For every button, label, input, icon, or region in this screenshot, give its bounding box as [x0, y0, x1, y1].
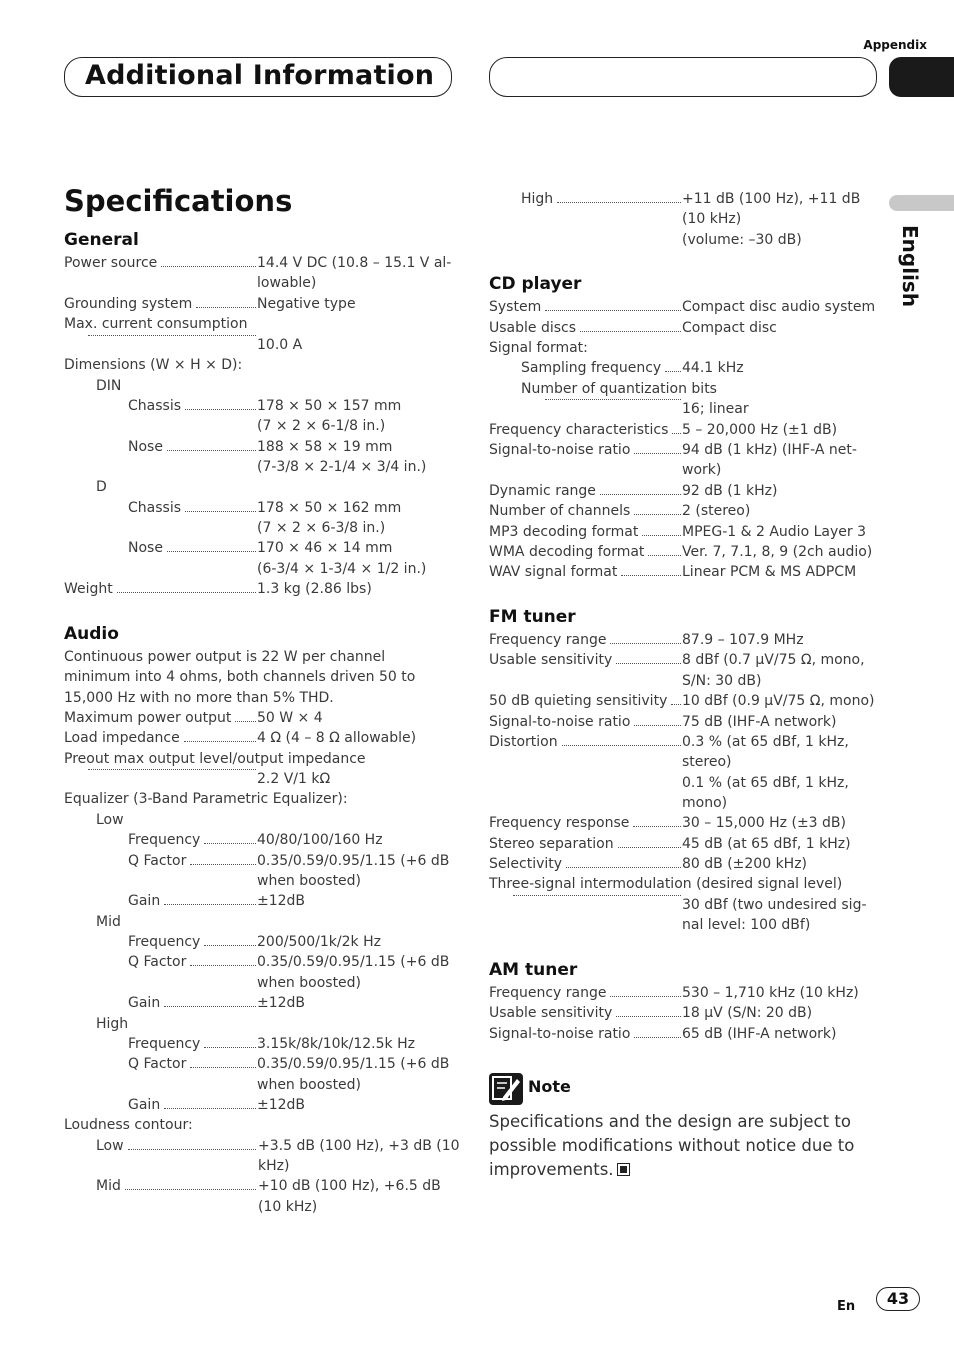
- spec-value: lowable): [257, 275, 317, 291]
- spec-value: Compact disc: [682, 320, 777, 336]
- page-title: Specifications: [64, 184, 293, 218]
- dot-leader: [616, 1016, 681, 1017]
- spec-value: 10.0 A: [257, 337, 303, 353]
- note-text: [489, 1110, 879, 1182]
- spec-value: (7-3/8 × 2-1/4 × 3/4 in.): [257, 459, 427, 475]
- spec-value: +11 dB (100 Hz), +11 dB: [682, 191, 861, 207]
- spec-value: nal level: 100 dBf): [682, 917, 811, 933]
- spec-value: (10 kHz): [258, 1199, 318, 1215]
- spec-label: Chassis: [128, 500, 181, 516]
- spec-value: 8 dBf (0.7 µV/75 Ω, mono,: [682, 652, 865, 668]
- dot-leader: [580, 331, 681, 332]
- spec-label: High: [521, 191, 554, 207]
- section-heading: General: [64, 230, 139, 250]
- dot-leader: [204, 843, 256, 844]
- spec-value: 2.2 V/1 kΩ: [257, 771, 331, 787]
- header-black-tab: [889, 57, 954, 97]
- spec-value: Linear PCM & MS ADPCM: [682, 564, 857, 580]
- language-tab-label: English: [898, 225, 922, 308]
- spec-label: Max. current consumption: [64, 316, 248, 332]
- spec-value: work): [682, 462, 722, 478]
- dot-leader: [117, 592, 256, 593]
- section-heading: Audio: [64, 624, 119, 644]
- spec-label: Frequency: [128, 832, 201, 848]
- spec-label: Chassis: [128, 398, 181, 414]
- spec-value: 45 dB (at 65 dBf, 1 kHz): [682, 836, 851, 852]
- spec-value: 18 µV (S/N: 20 dB): [682, 1005, 813, 1021]
- dot-leader: [125, 1189, 256, 1190]
- spec-label: Maximum power output: [64, 710, 232, 726]
- spec-label: WAV signal format: [489, 564, 618, 580]
- dot-leader: [513, 895, 681, 896]
- dot-leader: [616, 663, 681, 664]
- section-heading: CD player: [489, 274, 582, 294]
- spec-value: 92 dB (1 kHz): [682, 483, 778, 499]
- spec-label: Gain: [128, 1097, 161, 1113]
- spec-value: (7 × 2 × 6-1/8 in.): [257, 418, 386, 434]
- spec-label: Dynamic range: [489, 483, 596, 499]
- spec-label: Signal format:: [489, 340, 588, 356]
- spec-label: Q Factor: [128, 1056, 187, 1072]
- dot-leader: [164, 1108, 256, 1109]
- dot-leader: [164, 904, 256, 905]
- spec-value: (volume: –30 dB): [682, 232, 802, 248]
- spec-label: Number of quantization bits: [521, 381, 717, 397]
- spec-value: (10 kHz): [682, 211, 742, 227]
- spec-value: when boosted): [257, 873, 362, 889]
- spec-label: Low: [96, 812, 124, 828]
- dot-leader: [621, 575, 681, 576]
- note-body: Specifications and the design are subject to possible modifications without notice due to improvements.: [489, 1112, 855, 1179]
- spec-value: 40/80/100/160 Hz: [257, 832, 383, 848]
- spec-label: Grounding system: [64, 296, 193, 312]
- dot-leader: [642, 535, 681, 536]
- spec-label: Selectivity: [489, 856, 563, 872]
- header-empty-box: [489, 57, 877, 97]
- spec-label: Loudness contour:: [64, 1117, 193, 1133]
- dot-leader: [164, 1006, 256, 1007]
- spec-label: Frequency range: [489, 632, 607, 648]
- spec-label: Frequency: [128, 934, 201, 950]
- spec-value: 4 Ω (4 – 8 Ω allowable): [257, 730, 417, 746]
- spec-label: Q Factor: [128, 954, 187, 970]
- section-label: Appendix: [863, 38, 927, 52]
- spec-label: Equalizer (3-Band Parametric Equalizer):: [64, 791, 348, 807]
- language-tab: [893, 225, 933, 308]
- spec-label: Sampling frequency: [521, 360, 662, 376]
- dot-leader: [204, 945, 256, 946]
- dot-leader: [128, 1149, 256, 1150]
- spec-label: Q Factor: [128, 853, 187, 869]
- spec-label: Frequency characteristics: [489, 422, 669, 438]
- dot-leader: [634, 514, 681, 515]
- spec-label: Three-signal intermodulation (desired signal level): [489, 876, 843, 892]
- spec-value: 188 × 58 × 19 mm: [257, 439, 393, 455]
- spec-label: Signal-to-noise ratio: [489, 714, 631, 730]
- spec-label: Nose: [128, 540, 163, 556]
- spec-label: 50 dB quieting sensitivity: [489, 693, 668, 709]
- note-label: Note: [528, 1077, 571, 1096]
- dot-leader: [600, 494, 681, 495]
- spec-value: MPEG-1 & 2 Audio Layer 3: [682, 524, 866, 540]
- dot-leader: [185, 511, 256, 512]
- spec-label: Distortion: [489, 734, 558, 750]
- spec-value: S/N: 30 dB): [682, 673, 762, 689]
- spec-label: Signal-to-noise ratio: [489, 1026, 631, 1042]
- spec-label: Signal-to-noise ratio: [489, 442, 631, 458]
- spec-label: MP3 decoding format: [489, 524, 639, 540]
- dot-leader: [648, 555, 681, 556]
- spec-value: stereo): [682, 754, 732, 770]
- language-tab-marker: [889, 195, 954, 211]
- spec-value: 530 – 1,710 kHz (10 kHz): [682, 985, 859, 1001]
- spec-value: kHz): [258, 1158, 290, 1174]
- spec-label: D: [96, 479, 107, 495]
- spec-value: 0.35/0.59/0.95/1.15 (+6 dB: [257, 1056, 450, 1072]
- spec-value: 170 × 46 × 14 mm: [257, 540, 393, 556]
- dot-leader: [185, 409, 256, 410]
- dot-leader: [671, 704, 681, 705]
- section-heading: AM tuner: [489, 960, 578, 980]
- spec-value: 0.1 % (at 65 dBf, 1 kHz,: [682, 775, 849, 791]
- dot-leader: [88, 769, 256, 770]
- spec-value: 94 dB (1 kHz) (IHF-A net-: [682, 442, 857, 458]
- section-heading: FM tuner: [489, 607, 576, 627]
- dot-leader: [633, 826, 681, 827]
- spec-value: 30 – 15,000 Hz (±3 dB): [682, 815, 846, 831]
- dot-leader: [88, 335, 256, 336]
- spec-label: Gain: [128, 995, 161, 1011]
- dot-leader: [618, 847, 681, 848]
- spec-label: Mid: [96, 1178, 121, 1194]
- spec-value: when boosted): [257, 975, 362, 991]
- dot-leader: [167, 450, 256, 451]
- spec-label: DIN: [96, 378, 122, 394]
- dot-leader: [610, 996, 681, 997]
- dot-leader: [562, 745, 681, 746]
- spec-label: Usable sensitivity: [489, 1005, 613, 1021]
- spec-value: 2 (stereo): [682, 503, 751, 519]
- dot-leader: [184, 741, 256, 742]
- spec-value: Negative type: [257, 296, 356, 312]
- spec-value: 50 W × 4: [257, 710, 323, 726]
- spec-value: 0.35/0.59/0.95/1.15 (+6 dB: [257, 853, 450, 869]
- spec-value: 80 dB (±200 kHz): [682, 856, 808, 872]
- dot-leader: [665, 371, 681, 372]
- spec-label: Frequency: [128, 1036, 201, 1052]
- spec-value: 16; linear: [682, 401, 749, 417]
- spec-label: Usable discs: [489, 320, 577, 336]
- spec-label: High: [96, 1016, 129, 1032]
- spec-label: Dimensions (W × H × D):: [64, 357, 243, 373]
- spec-value: 0.35/0.59/0.95/1.15 (+6 dB: [257, 954, 450, 970]
- spec-value: 178 × 50 × 162 mm: [257, 500, 402, 516]
- dot-leader: [190, 1067, 256, 1068]
- dot-leader: [190, 965, 256, 966]
- chapter-title: Additional Information: [85, 60, 435, 91]
- spec-value: 30 dBf (two undesired sig-: [682, 897, 867, 913]
- spec-label: Frequency response: [489, 815, 630, 831]
- dot-leader: [545, 399, 681, 400]
- spec-value: +10 dB (100 Hz), +6.5 dB: [258, 1178, 441, 1194]
- dot-leader: [634, 453, 681, 454]
- spec-value: 75 dB (IHF-A network): [682, 714, 837, 730]
- spec-value: 10 dBf (0.9 µV/75 Ω, mono): [682, 693, 875, 709]
- dot-leader: [161, 266, 256, 267]
- spec-paragraph: Continuous power output is 22 W per channel minimum into 4 ohms, both channels driven 50 to 15,000 Hz with no more than 5% THD.: [64, 649, 416, 706]
- dot-leader: [672, 433, 681, 434]
- dot-leader: [204, 1047, 256, 1048]
- spec-value: ±12dB: [257, 1097, 306, 1113]
- note-pencil-icon: [489, 1073, 523, 1105]
- spec-value: (6-3/4 × 1-3/4 × 1/2 in.): [257, 561, 427, 577]
- spec-label: Power source: [64, 255, 158, 271]
- spec-value: 1.3 kg (2.86 lbs): [257, 581, 372, 597]
- spec-value: Ver. 7, 7.1, 8, 9 (2ch audio): [682, 544, 873, 560]
- spec-label: Mid: [96, 914, 121, 930]
- spec-label: Number of channels: [489, 503, 631, 519]
- spec-label: Stereo separation: [489, 836, 614, 852]
- dot-leader: [190, 864, 256, 865]
- language-code: En: [837, 1299, 856, 1314]
- dot-leader: [196, 307, 256, 308]
- spec-value: 5 – 20,000 Hz (±1 dB): [682, 422, 838, 438]
- spec-value: 44.1 kHz: [682, 360, 744, 376]
- spec-value: 0.3 % (at 65 dBf, 1 kHz,: [682, 734, 849, 750]
- spec-value: mono): [682, 795, 728, 811]
- page-number: 43: [876, 1287, 920, 1311]
- spec-label: System: [489, 299, 542, 315]
- spec-value: 87.9 – 107.9 MHz: [682, 632, 804, 648]
- spec-value: 3.15k/8k/10k/12.5k Hz: [257, 1036, 415, 1052]
- spec-value: +3.5 dB (100 Hz), +3 dB (10: [258, 1138, 460, 1154]
- dot-leader: [235, 721, 256, 722]
- dot-leader: [566, 867, 681, 868]
- dot-leader: [610, 643, 681, 644]
- spec-label: Load impedance: [64, 730, 180, 746]
- spec-label: Low: [96, 1138, 124, 1154]
- spec-label: Nose: [128, 439, 163, 455]
- spec-label: Preout max output level/output impedance: [64, 751, 366, 767]
- dot-leader: [634, 725, 681, 726]
- spec-value: 65 dB (IHF-A network): [682, 1026, 837, 1042]
- spec-value: ±12dB: [257, 893, 306, 909]
- spec-value: Compact disc audio system: [682, 299, 876, 315]
- spec-label: Weight: [64, 581, 113, 597]
- spec-label: Frequency range: [489, 985, 607, 1001]
- spec-label: Usable sensitivity: [489, 652, 613, 668]
- end-of-section-icon: [617, 1163, 630, 1176]
- spec-label: Gain: [128, 893, 161, 909]
- dot-leader: [557, 202, 681, 203]
- spec-value: 200/500/1k/2k Hz: [257, 934, 381, 950]
- spec-label: WMA decoding format: [489, 544, 645, 560]
- chapter-title-box: [64, 57, 452, 97]
- spec-value: (7 × 2 × 6-3/8 in.): [257, 520, 386, 536]
- spec-value: 178 × 50 × 157 mm: [257, 398, 402, 414]
- dot-leader: [634, 1037, 681, 1038]
- spec-value: ±12dB: [257, 995, 306, 1011]
- spec-value: 14.4 V DC (10.8 – 15.1 V al-: [257, 255, 452, 271]
- dot-leader: [167, 551, 256, 552]
- dot-leader: [545, 310, 681, 311]
- spec-value: when boosted): [257, 1077, 362, 1093]
